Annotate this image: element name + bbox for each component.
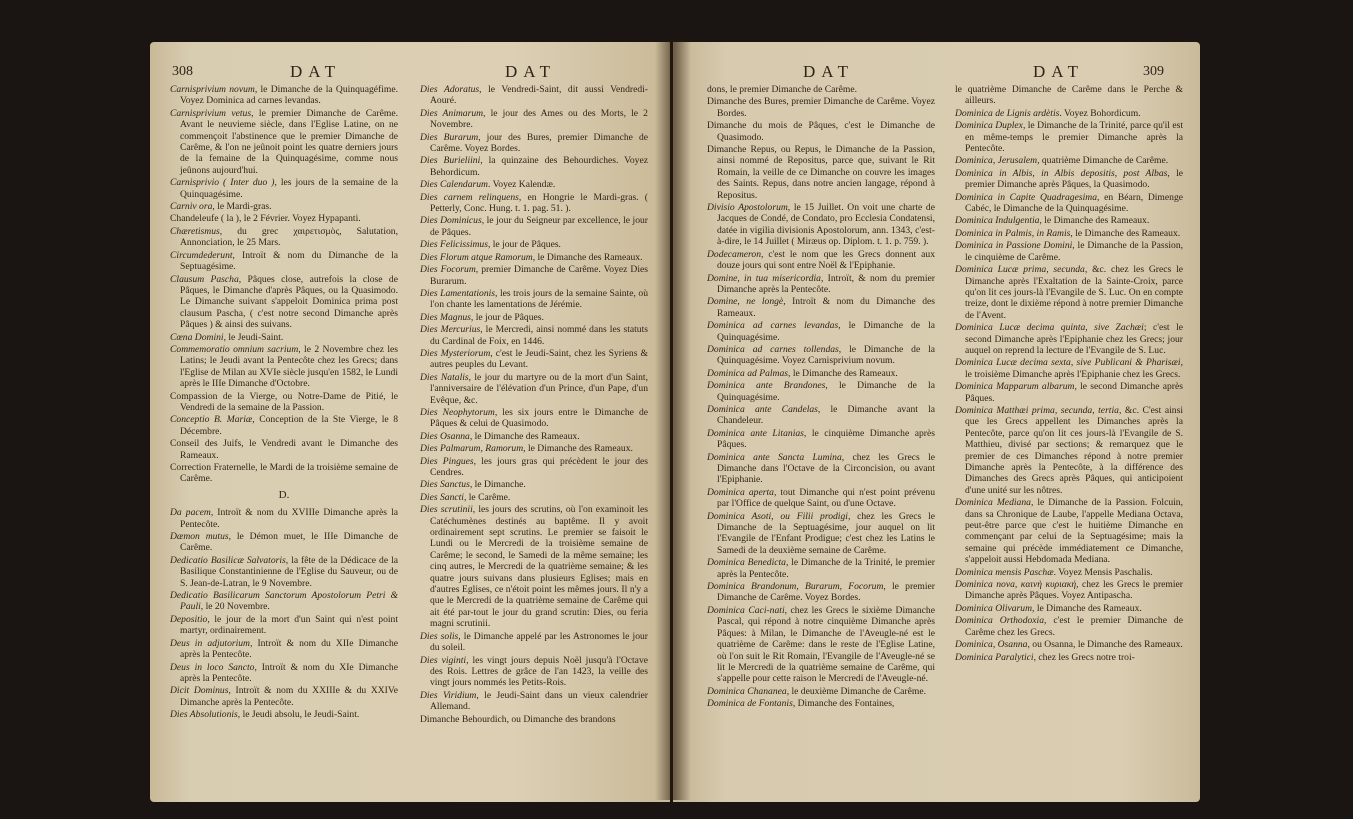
entry-text: , premier Dimanche de Carême. Voyez Dies Burarum. xyxy=(430,264,649,287)
entry-headword: Dominica Mediana xyxy=(955,497,1031,509)
entry-text: , Introït & nom du XIIe Dimanche après la Pentecôte. xyxy=(180,637,398,661)
entry-text: , Introït & nom du XXIIIe & du XXIVe Dimanche après la Pentecôte. xyxy=(180,685,398,708)
entry-headword: Dies Lamentationis xyxy=(420,287,496,299)
entry-headword: Dies Sanctus xyxy=(420,479,470,491)
entry-text: , chez les Grecs le sixième Dimanche Pascal, qui répond à notre cinquième Dimanche après Pâques: à Milan, le Dimanche de l'Aveugle-né est le quatrième de Carême: dans le reste de l'Eglise Latine, où l'on suit le Rit Romain, l'Evangile de l'Aveugle-né se lit le Mercredi de la quatrième semaine de Carême, qui s'appelle pour cette raison le Mercredi de l'Aveugle-né. xyxy=(717,604,935,685)
dictionary-entry xyxy=(955,497,1183,565)
entry-text: , le jour de Pâques. xyxy=(470,311,544,323)
entry-text: , le Mercredi, ainsi nommé dans les statuts du Cardinal de Foix, en 1446. xyxy=(430,324,648,347)
entry-text: , en Hongrie le Mardi-gras. ( Petterly, Conc. Hung. t. 1. pag. 51. ). xyxy=(430,191,648,215)
entry-text: , &c. C'est ainsi que les Grecs appellent les Dimanches après la Pentecôte, parce qu'on lit ces jours-là l'Evangile de S. Matthieu, divisé par sections; & remarquez que le premier de ces Dimanches répond à notre premier Dimanche après la Pentecôte, à la différence des Dimanches des Grecs après Pâques, qui anticipoient d'une unité sur les nôtres. xyxy=(965,404,1183,496)
entry-headword: Divisio Apostolorum xyxy=(707,202,788,214)
entry-text: , en Béarn, Dimenge Cabéc, le Dimanche de la Quinquagésime. xyxy=(965,191,1184,215)
dictionary-entry xyxy=(170,685,398,708)
entry-text: , Introït, & nom du premier Dimanche après la Pentecôte. xyxy=(717,272,935,295)
dictionary-entry xyxy=(170,614,398,637)
entry-headword: Dominica Mapparum albarum xyxy=(955,381,1075,393)
dictionary-entry xyxy=(420,348,648,371)
entry-headword: Dominica Lucæ decima sexta, sive Publicani & Pharisæi xyxy=(955,357,1181,369)
entry-headword: Dies Dominicus xyxy=(420,215,482,227)
dictionary-entry xyxy=(955,84,1183,107)
entry-text: , Introït & nom du Dimanche des Rameaux. xyxy=(717,296,935,319)
dictionary-entry xyxy=(707,686,935,697)
dictionary-entry xyxy=(955,567,1183,578)
entry-headword: Dominica ante Candelas xyxy=(707,403,818,415)
entry-text: . Voyez Kalendæ. xyxy=(487,179,556,191)
dictionary-entry xyxy=(170,462,398,485)
dictionary-entry xyxy=(707,144,935,201)
entry-text: , les vingt jours depuis Noël jusqu'à l'Octave des Rois. Lettres de grâce de l'an 1423, la veille des vingt jours nommés les Petits-Rois. xyxy=(430,654,648,689)
entry-text: , le Dimanche de la Quinquagésime. Voyez Carnisprivium novum. xyxy=(717,343,935,367)
entry-text: , le Démon muet, le IIIe Dimanche de Carême. xyxy=(180,531,398,554)
dictionary-entry xyxy=(420,288,648,311)
dictionary-entry xyxy=(170,414,398,437)
entry-text: , le Jeudi absolu, le Jeudi-Saint. xyxy=(237,709,360,721)
dictionary-entry xyxy=(707,84,935,95)
dictionary-entry xyxy=(707,605,935,685)
dictionary-entry xyxy=(955,357,1183,380)
entry-headword: Dominica Olivarum xyxy=(955,602,1033,614)
entry-text: , chez les Grecs le Dimanche de la Septuagésime, jour auquel on lit l'Evangile de l'Enfant Prodigue; c'est chez les Latins le Samedi de la deuxième semaine de Carême. xyxy=(717,510,935,556)
entry-text: , jour des Bures, premier Dimanche de Carême. Voyez Bordes. xyxy=(430,131,649,155)
entry-headword: Dominica ante Sancta Lumina xyxy=(707,451,842,463)
entry-headword: Deus in loco Sancto xyxy=(170,661,255,673)
dictionary-entry xyxy=(955,120,1183,154)
left-page-number: 308 xyxy=(172,64,193,79)
entry-text: , le Dimanche des Rameaux. xyxy=(1032,602,1142,614)
entry-text: , le Jeudi-Saint dans un vieux calendrier Allemand. xyxy=(430,689,648,713)
dictionary-entry xyxy=(170,709,398,720)
dictionary-entry xyxy=(955,192,1183,215)
entry-text: , du grec χαιρετισμὸς, Salutation, Annonciation, le 25 Mars. xyxy=(180,225,398,249)
entry-text: , le premier Dimanche après Pâques, la Quasimodo. xyxy=(965,167,1183,191)
dictionary-entry xyxy=(170,344,398,390)
dictionary-entry xyxy=(170,250,398,273)
entry-text: , les six jours entre le Dimanche de Pâques & celui de Quasimodo. xyxy=(430,406,648,430)
entry-text: , le troisième Dimanche après l'Epiphanie chez les Grecs. xyxy=(965,357,1183,380)
dictionary-entry xyxy=(707,698,935,709)
entry-text: , Introït & nom du Dimanche de la Septuagésime. xyxy=(180,249,398,273)
entry-text: , le jour des Ames ou des Morts, le 2 Novembre. xyxy=(430,107,648,131)
dictionary-entry xyxy=(420,479,648,490)
entry-headword: Dies Absolutionis xyxy=(170,709,238,721)
entry-text: , le Dimanche de la Quinquagéfime. Voyez Dominica ad carnes levandas. xyxy=(180,84,398,107)
entry-text: . Voyez Bohordicum. xyxy=(1059,107,1141,119)
entry-headword: Dies Calendarum xyxy=(420,179,488,191)
dictionary-entry xyxy=(707,452,935,486)
dictionary-entry xyxy=(420,215,648,238)
entry-headword: Deus in adjutorium xyxy=(170,637,250,649)
dictionary-entry xyxy=(420,431,648,442)
entry-text: , le jour du martyre ou de la mort d'un Saint, l'anniversaire de l'élévation d'un Prince, d'un Pape, d'un Evêque, &c. xyxy=(430,371,648,406)
entry-text: , tout Dimanche qui n'est point prévenu par l'Office de quelque Saint, ou d'une Octave. xyxy=(717,486,935,510)
dictionary-entry xyxy=(955,405,1183,496)
dictionary-entry xyxy=(420,312,648,323)
right-running-head: DAT xyxy=(803,62,855,81)
entry-headword: Dominica Lucæ prima, secunda xyxy=(955,264,1085,276)
entry-headword: Dies Neophytorum xyxy=(420,406,495,418)
entry-text: , la quinzaine des Behourdiches. Voyez Behordicum. xyxy=(430,155,648,178)
entry-headword: Dedicatio Basilicæ Salvatoris xyxy=(170,554,286,566)
entry-text: , les jours gras qui précèdent le jour des Cendres. xyxy=(430,455,648,478)
entry-headword: Dominica Indulgentia xyxy=(955,215,1040,227)
entry-text: , le Dimanche des Rameaux. xyxy=(1070,227,1181,239)
dictionary-entry xyxy=(707,511,935,557)
entry-text: , le Dimanche de la Passion, le cinquième de Carême. xyxy=(965,240,1184,263)
entry-headword: Dedicatio Basilicarum Sanctorum Apostolorum Petri & Pauli xyxy=(170,590,398,613)
entry-headword: Dominica Asoti, ou Filii prodigi xyxy=(707,510,848,522)
dictionary-entry xyxy=(170,438,398,461)
entry-headword: Dominica Chananea xyxy=(707,685,787,697)
entry-text: dons, le premier Dimanche de Carême. xyxy=(707,84,857,95)
dictionary-entry xyxy=(170,274,398,331)
entry-headword: Dies Mysteriorum xyxy=(420,347,491,359)
entry-text: , les jours des scrutins, où l'on examinoit les Catéchumènes destinés au baptême. Il y avoit ordinairement sept scrutins. Le premier se faisoit le Lundi ou le Mercredi de la troisième semaine de Carême; le second, le Samedi de la même semaine; les cinq autres, le Mercredi de la quatrième semaine; & les quatre jours suivans dans plusieurs Eglises; mais en d'autres Eglises, ce n'étoit point les mêmes jours. Il n'y a que le Mercredi de la quatrième semaine de Carême qui ait été par-tout le jour du grand scrutin: Dies, ou feria magni scrutinii. xyxy=(430,504,648,630)
entry-text: , les trois jours de la semaine Sainte, où l'on chante les lamentations de Jérémie. xyxy=(430,287,648,311)
dictionary-entry xyxy=(420,372,648,406)
entry-text: , chez les Grecs notre troi- xyxy=(1033,651,1135,663)
entry-headword: Dominica Benedicta xyxy=(707,557,786,569)
entry-headword: Dominica mensis Paschæ xyxy=(955,566,1054,578)
entry-text: , le Dimanche de la Quinquagésime. xyxy=(717,320,935,343)
entry-text: , le second Dimanche après Pâques. xyxy=(965,381,1183,404)
entry-headword: Dominica, Osanna xyxy=(955,639,1028,651)
dictionary-entry xyxy=(955,603,1183,614)
entry-headword: Conceptio B. Mariæ xyxy=(170,414,253,426)
entry-headword: Dominica, Jerusalem xyxy=(955,155,1038,167)
entry-text: , le cinquième Dimanche après Pâques. xyxy=(717,427,935,451)
entry-headword: Circumdederunt xyxy=(170,249,233,261)
dictionary-entry xyxy=(170,391,398,414)
entry-text: , le 15 Juillet. On voit une charte de Jacques de Condé, de Condato, pro Ecclesia Condatensi, datée in vigilia divisionis Apostolorum, ann. 1343, c'est-à-dire, le 14 Juillet ( Miræus op. Diplom. t. 1. p. 759. ). xyxy=(717,202,935,248)
dictionary-entry xyxy=(420,239,648,250)
entry-headword: Dies viginti xyxy=(420,654,467,666)
entry-headword: Dominica Matthæi prima, secunda, tertia xyxy=(955,404,1119,416)
entry-text: , le premier Dimanche de Carême. Avant le neuvieme siècle, dans l'Eglise Latine, on ne commençoit l'abstinence que le premier Dimanche de Carême, & l'on ne jeûnoit point les quatre derniers jours de la femaine de la Quinquagésime, comme nous jeûnons aujourd'hui. xyxy=(180,107,398,176)
entry-headword: Cœna Domini xyxy=(170,331,224,343)
entry-headword: Dies Adoratus xyxy=(420,84,480,95)
entry-headword: Dominica Orthodoxia xyxy=(955,615,1045,627)
entry-headword: Dies Felicissimus xyxy=(420,239,488,251)
entry-text: , le jour de la mort d'un Saint qui n'est point martyr, ordinairement. xyxy=(180,613,398,637)
dictionary-entry xyxy=(420,192,648,215)
dictionary-entry xyxy=(955,240,1183,263)
dictionary-entry xyxy=(707,96,935,119)
entry-headword: Da pacem xyxy=(170,507,211,519)
entry-headword: Dicit Dominus xyxy=(170,685,229,697)
dictionary-entry xyxy=(420,407,648,430)
dictionary-entry xyxy=(420,155,648,178)
dictionary-entry xyxy=(420,690,648,713)
entry-headword: Dominica in Albis, in Albis depositis, post Albas xyxy=(955,167,1168,179)
entry-headword: Dies Focorum xyxy=(420,264,476,276)
dictionary-entry xyxy=(420,84,648,107)
entry-text: , le Dimanche appelé par les Astronomes le jour du soleil. xyxy=(430,630,648,654)
entry-text: Chandeleufe ( la ), le 2 Février. Voyez Hypapanti. xyxy=(170,213,361,225)
entry-headword: Carniv ora xyxy=(170,201,213,213)
dictionary-entry xyxy=(707,581,935,604)
entry-text: , le Dimanche avant la Chandeleur. xyxy=(717,403,935,427)
dictionary-entry xyxy=(955,228,1183,239)
entry-headword: Dies Osanna xyxy=(420,430,470,442)
right-running-head-col2: DAT xyxy=(1033,62,1085,81)
dictionary-entry xyxy=(420,631,648,654)
entry-headword: Dies Magnus xyxy=(420,311,471,323)
entry-headword: Dies carnem relinquens xyxy=(420,191,519,203)
left-running-head: DAT xyxy=(290,62,342,81)
entry-text: , c'est le nom que les Grecs donnent aux douze jours qui sont entre Noël & l'Epiphanie. xyxy=(717,248,935,272)
entry-text: , le Dimanche des Rameaux. xyxy=(1039,215,1150,227)
entry-text: , le Mardi-gras. xyxy=(212,201,272,213)
entry-headword: Dominica in Capite Quadragesima xyxy=(955,191,1097,203)
dictionary-entry xyxy=(707,557,935,580)
entry-text: , c'est le premier Dimanche de Carême chez les Grecs. xyxy=(965,615,1183,638)
dictionary-entry xyxy=(170,662,398,685)
left-column-2 xyxy=(420,84,648,726)
entry-headword: Dominica ad carnes levandas xyxy=(707,320,839,332)
entry-headword: Dies Florum atque Ramorum xyxy=(420,251,533,263)
entry-headword: Dies Mercurius xyxy=(420,324,481,336)
entry-text: Conseil des Juifs, le Vendredi avant le Dimanche des Rameaux. xyxy=(170,438,398,461)
entry-text: ; c'est le second Dimanche après l'Epiphanie chez les Grecs; jour auquel on reprend la lecture de l'Evangile de S. Luc. xyxy=(965,322,1184,356)
entry-text: , le Vendredi-Saint, dit aussi Vendredi-Aouré. xyxy=(430,84,648,107)
entry-headword: Carnisprivio ( Inter duo ) xyxy=(170,177,275,189)
entry-headword: Dominica Lucæ decima quinta, sive Zachæi xyxy=(955,322,1144,334)
dictionary-entry xyxy=(420,179,648,190)
entry-text: Dimanche du mois de Pâques, c'est le Dimanche de Quasimodo. xyxy=(707,120,935,143)
dictionary-entry xyxy=(707,273,935,296)
entry-text: Correction Fraternelle, le Mardi de la troisième semaine de Carême. xyxy=(170,462,398,485)
dictionary-entry xyxy=(955,381,1183,404)
right-page-number: 309 xyxy=(1143,64,1164,79)
entry-headword: Dominica ad carnes tollendas xyxy=(707,343,839,355)
entry-text: , la fête de la Dédicace de la Basilique Constantinienne de l'Eglise du Sauveur, ou de S. Jean-de-Latran, le 9 Novembre. xyxy=(180,554,398,589)
entry-text: , le jour de Pâques. xyxy=(487,239,561,251)
entry-headword: Dies Palmarum, Ramorum xyxy=(420,443,524,455)
entry-headword: Dominica aperta xyxy=(707,486,774,498)
dictionary-entry xyxy=(170,507,398,530)
entry-text: , le 2 Novembre chez les Latins; le Jeudi avant la Pentecôte chez les Grecs; dans l'Eglise de Milan au XVIe siècle jusqu'en 1582, le Lundi après le IIIe Dimanche d'Octobre. xyxy=(180,343,398,390)
right-column-1 xyxy=(707,84,935,711)
entry-text: , chez les Grecs le Dimanche dans l'Octave de la Circoncision, ou avant l'Epiphanie. xyxy=(717,451,935,486)
entry-text: , le Carême. xyxy=(463,491,511,503)
dictionary-entry xyxy=(170,201,398,212)
dictionary-entry xyxy=(420,655,648,689)
dictionary-entry xyxy=(707,202,935,248)
left-page-header xyxy=(150,60,670,86)
entry-text: , le jour du Seigneur par excellence, le jour de Pâques. xyxy=(430,215,648,238)
dictionary-entry xyxy=(420,443,648,454)
dictionary-entry xyxy=(170,226,398,249)
dictionary-entry xyxy=(420,132,648,155)
entry-headword: Dies Natalis xyxy=(420,371,469,383)
entry-text: , les jours de la semaine de la Quinquagésime. xyxy=(180,177,398,200)
entry-headword: Dominica ante Litanias xyxy=(707,427,804,439)
entry-headword: Carnisprivium novum xyxy=(170,84,255,95)
entry-text: , Conception de la Ste Vierge, le 8 Décembre. xyxy=(180,414,398,437)
entry-text: , le Dimanche des Rameaux. xyxy=(532,251,643,263)
dictionary-entry xyxy=(170,84,398,107)
dictionary-entry xyxy=(170,590,398,613)
entry-text: , Dimanche des Fontaines, xyxy=(792,698,895,710)
entry-text: , le Jeudi-Saint. xyxy=(223,331,284,343)
entry-text: , le Dimanche des Rameaux. xyxy=(788,367,898,379)
entry-headword: Depositio xyxy=(170,613,208,625)
entry-headword: Commemoratio omnium sacrium xyxy=(170,343,299,355)
left-running-head-col2: DAT xyxy=(505,62,557,81)
dictionary-entry xyxy=(420,456,648,479)
entry-text: , le Dimanche de la Quinquagésime. xyxy=(717,380,935,403)
entry-text: , c'est le Jeudi-Saint, chez les Syriens & autres peuples du Levant. xyxy=(430,347,649,371)
dictionary-entry xyxy=(420,252,648,263)
entry-text: Dimanche Repus, ou Repus, le Dimanche de la Passion, ainsi nommé de Repositus, parce que, suivant le Rit Romain, la veille de ce Dimanche on couvre les images des Saints. Repus, dans notre ancien langage, répond à Repositus. xyxy=(707,144,935,201)
entry-text: , le 20 Novembre. xyxy=(200,601,270,613)
dictionary-entry xyxy=(707,380,935,403)
dictionary-entry xyxy=(170,638,398,661)
dictionary-entry xyxy=(955,108,1183,119)
entry-text: Compassion de la Vierge, ou Notre-Dame de Pitié, le Vendredi de la semaine de la Passion. xyxy=(170,390,398,413)
dictionary-entry xyxy=(955,215,1183,226)
entry-text: , ou Osanna, le Dimanche des Rameaux. xyxy=(1027,639,1183,651)
dictionary-entry xyxy=(420,714,648,725)
entry-headword: Dies Sancti xyxy=(420,491,464,503)
entry-text: , le Dimanche de la Passion. Folcuin, dans sa Chronique de Laube, l'appelle Mediana Octava, peut-être parce que c'est le huitième Dimanche en commençant par celui de la Septuagésime; mais la semaine qui précède immédiatement ce Dimanche, s'appeloit aussi Hebdomada Mediana. xyxy=(965,497,1183,566)
section-letter: D. xyxy=(278,488,290,501)
dictionary-entry xyxy=(707,487,935,510)
entry-text: , Introït & nom du XVIIIe Dimanche après la Pentecôte. xyxy=(180,507,399,530)
entry-headword: Dominica Brandonum, Burarum, Focorum xyxy=(707,581,884,593)
dictionary-entry xyxy=(707,368,935,379)
entry-headword: Dies Viridium xyxy=(420,689,477,701)
entry-text: , le Dimanche des Rameaux. xyxy=(469,430,580,442)
dictionary-entry xyxy=(955,639,1183,650)
entry-headword: Clausum Pascha xyxy=(170,273,239,285)
dictionary-entry xyxy=(170,555,398,589)
dictionary-entry xyxy=(420,264,648,287)
entry-headword: Dies Burieliini xyxy=(420,155,481,167)
left-column-1 xyxy=(170,84,398,722)
entry-headword: Dominica in Palmis, in Ramis xyxy=(955,227,1071,239)
entry-text: . Voyez Mensis Paschalis. xyxy=(1053,566,1153,578)
entry-text: , Introït & nom du XIe Dimanche après la Pentecôte. xyxy=(180,661,398,684)
dictionary-entry xyxy=(955,322,1183,356)
dictionary-entry xyxy=(955,615,1183,638)
entry-text: , le Dimanche des Rameaux. xyxy=(523,443,633,455)
entry-headword: Domine, ne longè xyxy=(707,296,784,308)
entry-headword: Dies Pingues xyxy=(420,455,474,467)
dictionary-entry xyxy=(707,249,935,272)
dictionary-entry xyxy=(955,155,1183,166)
entry-text: , &c. chez les Grecs le Dimanche après l'Exaltation de la Sainte-Croix, parce qu'on lit ces jours-là l'Evangile de S. Luc. On en compte treize, dont le dixième répond à notre premier Dimanche de l'Avent. xyxy=(965,264,1183,321)
dictionary-entry xyxy=(955,264,1183,321)
entry-headword: Dæmon mutus xyxy=(170,531,229,543)
right-page-header xyxy=(673,60,1200,86)
dictionary-entry xyxy=(707,120,935,143)
dictionary-entry xyxy=(420,492,648,503)
dictionary-entry xyxy=(955,168,1183,191)
entry-headword: Dominica Caci-nati xyxy=(707,604,785,616)
entry-text: , Pâques close, autrefois la close de Pâques, le Dimanche d'après Pâques, ou la Quasimodo. Le Dimanche suivant s'appeloit Dominica prima post clausum Pascha, ( c'est notre second Dimanche après Pâques ) & ainsi des suivans. xyxy=(180,273,398,331)
entry-text: , chez les Grecs le premier Dimanche après Pâques. Voyez Antipascha. xyxy=(965,579,1183,602)
dictionary-entry xyxy=(955,652,1183,663)
dictionary-entry xyxy=(170,177,398,200)
entry-headword: Dominica Duplex xyxy=(955,120,1023,132)
entry-text: , quatrième Dimanche de Carême. xyxy=(1037,155,1169,167)
right-page xyxy=(673,42,1200,802)
entry-headword: Dies scrutinii xyxy=(420,504,473,516)
dictionary-entry xyxy=(170,108,398,176)
dictionary-entry xyxy=(170,332,398,343)
entry-headword: Dominica nova, καινὴ κυριακή xyxy=(955,579,1077,591)
entry-text: Dimanche Behourdich, ou Dimanche des brandons xyxy=(420,713,616,725)
entry-headword: Dies Burarum xyxy=(420,131,479,143)
dictionary-entry xyxy=(420,324,648,347)
left-page xyxy=(150,42,670,802)
entry-headword: Dominica de Fontanis xyxy=(707,698,793,710)
dictionary-entry xyxy=(707,320,935,343)
entry-headword: Domine, in tua misericordia xyxy=(707,272,821,284)
entry-text: , le deuxième Dimanche de Carême. xyxy=(786,685,927,697)
entry-headword: Dominica de Lignis ardètis xyxy=(955,107,1060,119)
entry-text: Dimanche des Bures, premier Dimanche de Carême. Voyez Bordes. xyxy=(707,96,935,119)
entry-text: le quatrième Dimanche de Carême dans le Perche & ailleurs. xyxy=(955,84,1183,107)
entry-text: , le Dimanche de la Trinité, le premier après la Pentecôte. xyxy=(717,557,935,580)
entry-headword: Carnisprivium vetus xyxy=(170,107,252,119)
entry-headword: Dominica in Passione Domini xyxy=(955,240,1073,252)
entry-text: , le Dimanche de la Trinité, parce qu'il est en même-temps le premier Dimanche après la Pentecôte. xyxy=(965,120,1183,155)
entry-headword: Dominica Paralytici xyxy=(955,651,1034,663)
entry-text: , le Dimanche. xyxy=(469,479,526,491)
entry-headword: Dies Animarum xyxy=(420,107,484,119)
dictionary-entry xyxy=(707,428,935,451)
dictionary-entry xyxy=(707,296,935,319)
book-gutter xyxy=(655,40,691,800)
entry-headword: Dies solis xyxy=(420,630,459,642)
dictionary-entry xyxy=(420,504,648,629)
dictionary-entry xyxy=(170,531,398,554)
dictionary-entry xyxy=(420,108,648,131)
dictionary-entry xyxy=(170,213,398,224)
entry-text: , le premier Dimanche de Carême. Voyez Bordes. xyxy=(717,581,935,604)
entry-headword: Dominica ad Palmas xyxy=(707,367,789,379)
entry-headword: Dodecameron xyxy=(707,248,761,260)
right-column-2 xyxy=(955,84,1183,664)
dictionary-entry xyxy=(707,404,935,427)
entry-headword: Dominica ante Brandones xyxy=(707,380,826,392)
dictionary-entry xyxy=(707,344,935,367)
dictionary-entry xyxy=(955,579,1183,602)
entry-headword: Chæretismus xyxy=(170,225,220,237)
